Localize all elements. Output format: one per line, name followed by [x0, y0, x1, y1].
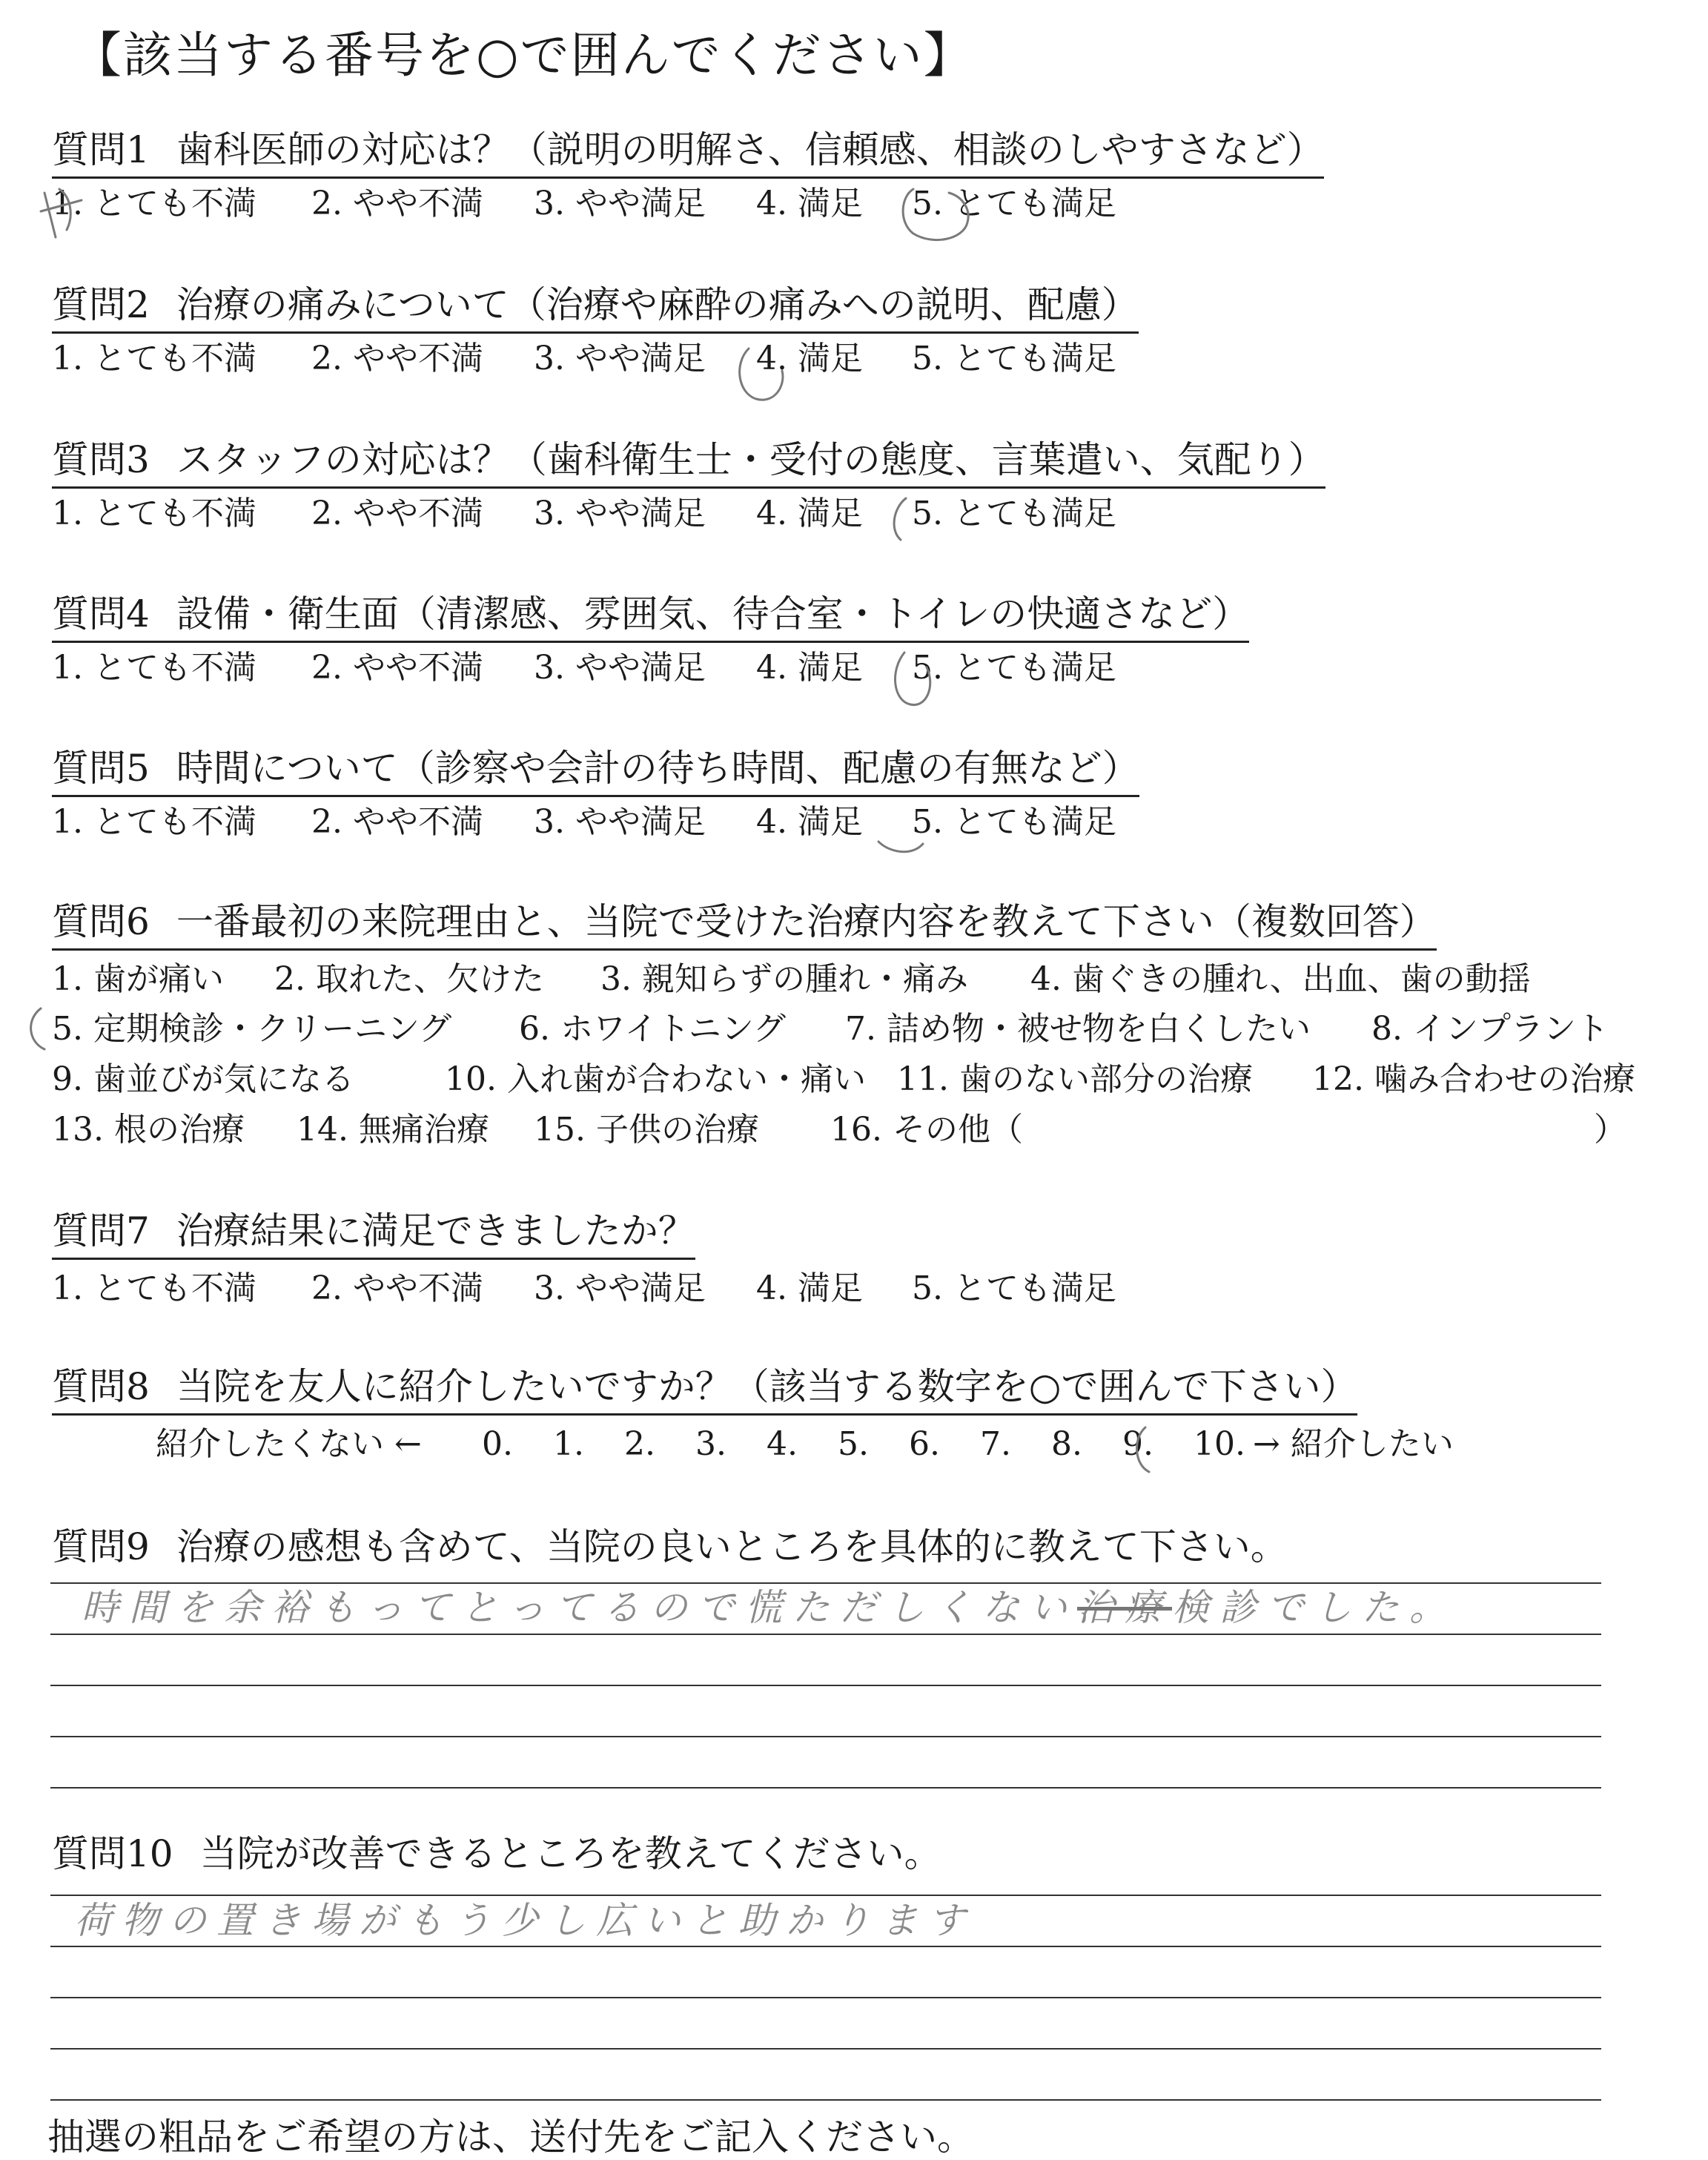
q6-option-9[interactable]: 9. 歯並びが気になる: [52, 1060, 354, 1098]
prize-instruction: 抽選の粗品をご希望の方は、送付先をご記入ください。: [47, 2116, 974, 2159]
q9-answer-text-before: 時間を余裕もってとってるので慌ただしくない: [82, 1586, 1077, 1629]
option-3[interactable]: 3. やや満足: [534, 340, 706, 377]
q6-option-10[interactable]: 10. 入れ歯が合わない・痛い: [445, 1060, 866, 1098]
question-5: [52, 746, 1139, 797]
q6-option-11[interactable]: 11. 歯のない部分の治療: [897, 1060, 1253, 1098]
scale-6[interactable]: 6.: [909, 1425, 940, 1463]
answer-line: [50, 1787, 1601, 1789]
option-2[interactable]: 2. やや不満: [311, 1269, 483, 1307]
scale-9[interactable]: 9.: [1122, 1425, 1153, 1463]
q3-circle-mark: [894, 498, 906, 540]
q9-answer-text-after: 検診でした。: [1172, 1586, 1457, 1629]
q9-handwritten-answer[interactable]: [82, 1585, 1457, 1630]
scale-4[interactable]: 4.: [767, 1425, 798, 1463]
option-4[interactable]: 4. 満足: [756, 803, 863, 841]
question-number: 質問10: [52, 1832, 173, 1875]
question-number: 質問2: [52, 283, 150, 326]
question-text: スタッフの対応は？（歯科衛生士・受付の態度、言葉遣い、気配り）: [176, 438, 1325, 481]
scale-left-label: 紹介したくない ←: [156, 1425, 422, 1463]
option-5[interactable]: 5. とても満足: [912, 649, 1116, 687]
question-number: 質問6: [52, 900, 150, 943]
q6-circle-mark: [31, 1008, 44, 1049]
question-number: 質問3: [52, 438, 150, 481]
question-text: 時間について（診察や会計の待ち時間、配慮の有無など）: [176, 747, 1139, 790]
q6-option-8[interactable]: 8. インプラント: [1371, 1010, 1609, 1048]
option-3[interactable]: 3. やや満足: [534, 495, 706, 532]
option-1[interactable]: 1. とても不満: [52, 340, 256, 377]
option-2[interactable]: 2. やや不満: [311, 803, 483, 841]
q6-option-3[interactable]: 3. 親知らずの腫れ・痛み: [600, 960, 968, 998]
question-number: 質問1: [52, 128, 150, 171]
option-4[interactable]: 4. 満足: [756, 649, 863, 687]
q6-option-5[interactable]: 5. 定期検診・クリーニング: [52, 1010, 452, 1048]
option-1[interactable]: 1. とても不満: [52, 1269, 256, 1307]
option-4[interactable]: 4. 満足: [756, 1269, 863, 1307]
question-8: [52, 1364, 1357, 1416]
answer-line: [50, 1634, 1601, 1635]
q6-option-12[interactable]: 12. 噛み合わせの治療: [1312, 1060, 1635, 1098]
option-2[interactable]: 2. やや不満: [311, 185, 483, 222]
form-heading: 【該当する番号を○で囲んでください】: [73, 27, 974, 84]
question-text: 設備・衛生面（清潔感、雰囲気、待合室・トイレの快適さなど）: [176, 592, 1250, 635]
q5-circle-mark: [878, 842, 923, 852]
option-3[interactable]: 3. やや満足: [534, 185, 706, 222]
scale-2[interactable]: 2.: [624, 1425, 655, 1463]
option-5[interactable]: 5. とても満足: [912, 1269, 1116, 1307]
q6-option-13[interactable]: 13. 根の治療: [52, 1111, 245, 1149]
question-text: 一番最初の来院理由と、当院で受けた治療内容を教えて下さい（複数回答）: [176, 900, 1437, 943]
scale-3[interactable]: 3.: [695, 1425, 726, 1463]
question-text: 当院が改善できるところを教えてください。: [199, 1832, 941, 1875]
scale-0[interactable]: 0.: [482, 1425, 513, 1463]
q6-option-1[interactable]: 1. 歯が痛い: [52, 960, 224, 998]
option-5[interactable]: 5. とても満足: [912, 185, 1116, 222]
question-text: 治療結果に満足できましたか？: [176, 1209, 695, 1252]
scale-5[interactable]: 5.: [838, 1425, 869, 1463]
answer-line: [50, 1946, 1601, 1947]
answer-line: [50, 2048, 1601, 2050]
q6-option-7[interactable]: 7. 詰め物・被せ物を白くしたい: [845, 1010, 1311, 1048]
option-2[interactable]: 2. やや不満: [311, 649, 483, 687]
question-6: [52, 899, 1437, 951]
q6-option-4[interactable]: 4. 歯ぐきの腫れ、出血、歯の動揺: [1030, 960, 1531, 998]
scale-8[interactable]: 8.: [1051, 1425, 1082, 1463]
question-3: [52, 437, 1325, 489]
question-number: 質問4: [52, 592, 150, 635]
answer-line: [50, 1582, 1601, 1584]
scale-1[interactable]: 1.: [553, 1425, 584, 1463]
q6-option-6[interactable]: 6. ホワイトニング: [519, 1010, 787, 1048]
option-3[interactable]: 3. やや満足: [534, 1269, 706, 1307]
scale-10[interactable]: 10.: [1194, 1425, 1245, 1463]
option-4[interactable]: 4. 満足: [756, 185, 863, 222]
option-1[interactable]: 1. とても不満: [52, 649, 256, 687]
option-3[interactable]: 3. やや満足: [534, 649, 706, 687]
q9-answer-struck: 治療: [1077, 1586, 1172, 1629]
option-5[interactable]: 5. とても満足: [912, 340, 1116, 377]
option-3[interactable]: 3. やや満足: [534, 803, 706, 841]
option-1[interactable]: 1. とても不満: [52, 495, 256, 532]
option-1[interactable]: 1. とても不満: [52, 803, 256, 841]
answer-line: [50, 1895, 1601, 1896]
question-1: [52, 128, 1324, 179]
question-number: 質問5: [52, 747, 150, 790]
option-5[interactable]: 5. とても満足: [912, 495, 1116, 532]
scale-7[interactable]: 7.: [980, 1425, 1011, 1463]
question-10: [52, 1832, 941, 1880]
question-text: 治療の痛みについて（治療や麻酔の痛みへの説明、配慮）: [176, 283, 1139, 326]
question-text: 歯科医師の対応は？（説明の明解さ、信頼感、相談のしやすさなど）: [176, 128, 1324, 171]
question-number: 質問7: [52, 1209, 150, 1252]
q6-option-16[interactable]: 16. その他（: [830, 1111, 1023, 1149]
option-4[interactable]: 4. 満足: [756, 495, 863, 532]
question-number: 質問9: [52, 1525, 150, 1568]
answer-line: [50, 1997, 1601, 1998]
question-number: 質問8: [52, 1365, 150, 1408]
question-2: [52, 283, 1139, 334]
question-9: [52, 1525, 1288, 1573]
question-4: [52, 592, 1249, 643]
option-2[interactable]: 2. やや不満: [311, 495, 483, 532]
option-1[interactable]: 1. とても不満: [52, 185, 256, 222]
question-text: 治療の感想も含めて、当院の良いところを具体的に教えて下さい。: [176, 1525, 1288, 1568]
answer-line: [50, 2099, 1601, 2101]
q6-other-close-paren: ）: [1594, 1111, 1626, 1149]
q10-handwritten-answer[interactable]: 荷物の置き場がもう少し広いと助かります: [74, 1899, 976, 1942]
answer-line: [50, 1736, 1601, 1737]
q6-option-14[interactable]: 14. 無痛治療: [297, 1111, 489, 1149]
option-4[interactable]: 4. 満足: [756, 340, 863, 377]
question-text: 当院を友人に紹介したいですか？（該当する数字を○で囲んで下さい）: [176, 1365, 1358, 1408]
answer-line: [50, 1685, 1601, 1686]
q6-option-15[interactable]: 15. 子供の治療: [534, 1111, 759, 1149]
q6-option-2[interactable]: 2. 取れた、欠けた: [274, 960, 544, 998]
question-7: [52, 1209, 695, 1260]
option-2[interactable]: 2. やや不満: [311, 340, 483, 377]
scale-right-label: → 紹介したい: [1253, 1425, 1454, 1463]
option-5[interactable]: 5. とても満足: [912, 803, 1116, 841]
